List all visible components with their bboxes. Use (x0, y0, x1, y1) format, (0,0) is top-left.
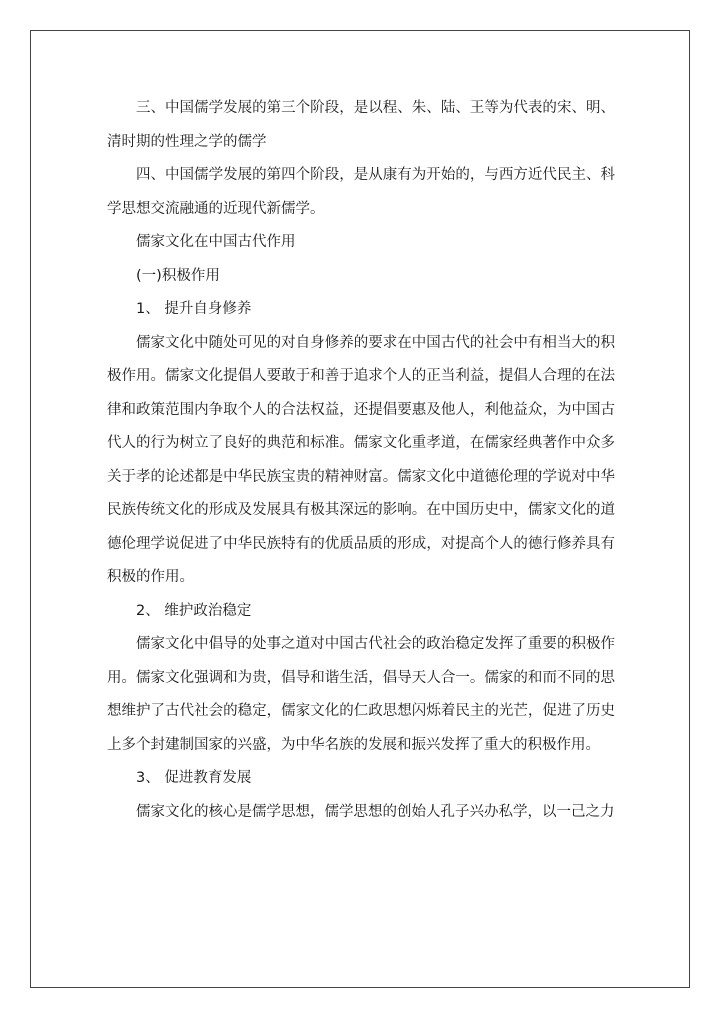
item-2-body: 儒家文化中倡导的处事之道对中国古代社会的政治稳定发挥了重要的积极作用。儒家文化强调和为贵，倡导和谐生活，倡导天人合一。儒家的和而不同的思想维护了古代社会的稳定，儒家文化的仁政思想闪烁着民主的光芒，促进了历史上多个封建制国家的兴盛，为中华名族的发展和振兴发挥了重大的积极作用。 (107, 636, 615, 753)
paragraph-stage-4: 四、中国儒学发展的第四个阶段，是从康有为开始的，与西方近代民主、科学思想交流融通的近现代新儒学。 (107, 167, 615, 217)
paragraph-stage-3: 三、中国儒学发展的第三个阶段，是以程、朱、陆、王等为代表的宋、明、清时期的性理之学的儒学 (107, 100, 615, 150)
document-body (107, 92, 615, 829)
section-title: 儒家文化在中国古代作用 (136, 234, 296, 250)
item-2-title: 2、 维护政治稳定 (136, 602, 252, 619)
subsection-title: (一)积极作用 (136, 267, 220, 284)
item-3-title: 3、 促进教育发展 (136, 770, 252, 786)
item-1-body: 儒家文化中随处可见的对自身修养的要求在中国古代的社会中有相当大的积极作用。儒家文化提倡人要敢于和善于追求个人的正当利益，提倡人合理的在法律和政策范围内争取个人的合法权益，还提倡要惠及他人，利他益众，为中国古代人的行为树立了良好的典范和标准。儒家文化重孝道，在儒家经典著作中众多关于孝的论述都是中华民族宝贵的精神财富。儒家文化中道德伦理的学说对中华民族传统文化的形成及发展具有极其深远的影响。在中国历史中，儒家文化的道德伦理学说促进了中华民族特有的优质品质的形成，对提高个人的德行修养具有积极的作用。 (107, 334, 615, 585)
item-3-body: 儒家文化的核心是儒学思想，儒学思想的创始人孔子兴办私学，以一己之力 (136, 803, 615, 820)
item-1-title: 1、 提升自身修养 (136, 301, 252, 317)
